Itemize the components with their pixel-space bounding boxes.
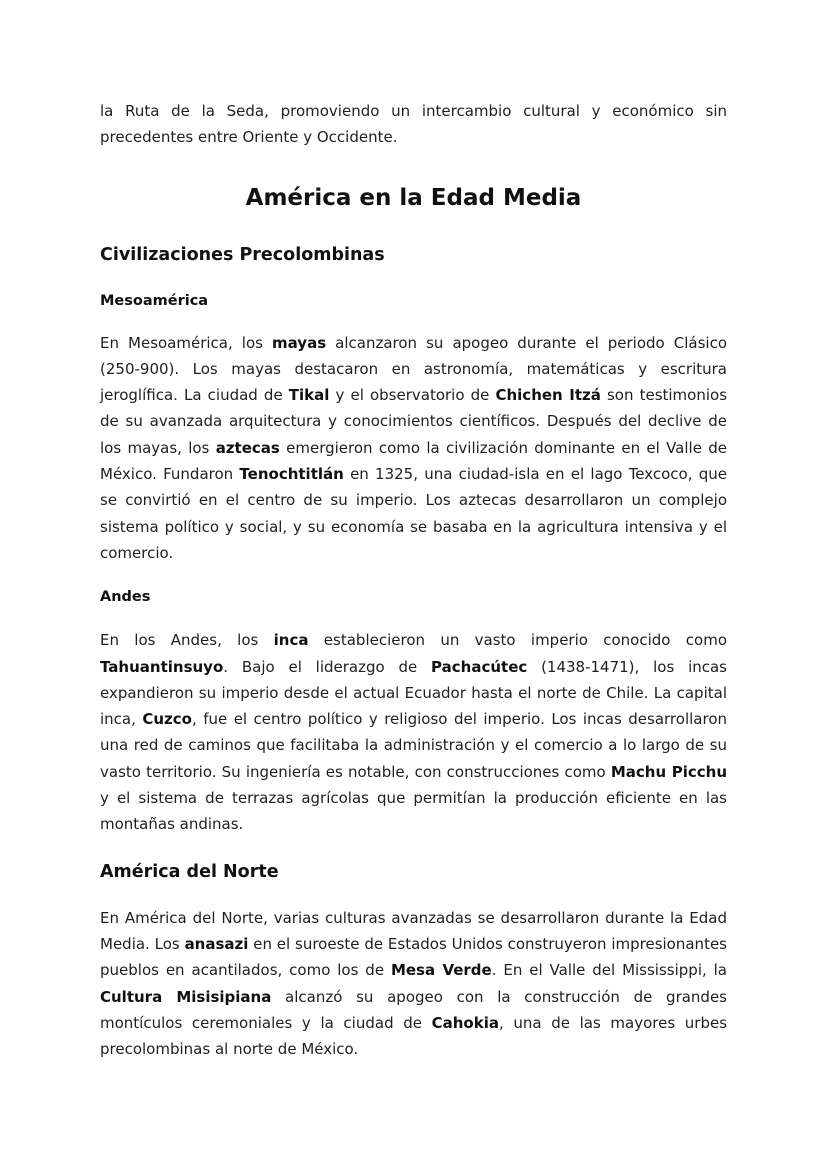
intro-paragraph <box>100 98 727 151</box>
bold-term: Mesa Verde <box>390 961 492 980</box>
section-heading-norte: América del Norte <box>100 861 279 882</box>
text-run: y el observatorio de <box>329 386 496 405</box>
text-run: , fue el centro político y religioso del imperio. Los incas desarrollaron una red de caminos que facilitaba la administración y el comercio a lo largo de su vasto territorio. Su ingeniería es notable, con construcciones como <box>100 710 727 781</box>
text-run: En América del Norte, varias culturas avanzadas se desarrollaron durante la Edad Media. Los <box>100 908 727 953</box>
text-run: son testimonios de su avanzada arquitectura y conocimientos científicos. Después del declive de los mayas, los <box>100 386 728 457</box>
subsection-heading-mesoamerica: Mesoamérica <box>100 292 209 309</box>
intro-text: la Ruta de la Seda, promoviendo un intercambio cultural y económico sin precedentes entre Oriente y Occidente. <box>100 102 727 147</box>
bold-term: aztecas <box>215 438 280 457</box>
bold-term: Cultura Misisipiana <box>100 987 272 1006</box>
text-run: . Bajo el liderazgo de <box>223 657 432 676</box>
bold-term: Cahokia <box>431 1013 499 1032</box>
text-run: , una de las mayores urbes precolombinas al norte de México. <box>100 1013 728 1059</box>
bold-term: inca <box>273 631 309 650</box>
text-run: emergieron como la civilización dominante en el Valle de México. Fundaron <box>100 438 727 484</box>
text-run: alcanzaron su apogeo durante el periodo Clásico (250-900). Los mayas destacaron en astronomía, matemáticas y escritura jeroglífica. La ciudad de <box>100 333 728 405</box>
section-heading-precolombinas: Civilizaciones Precolombinas <box>100 244 385 265</box>
bold-term: Tahuantinsuyo <box>100 657 224 676</box>
norte-paragraph <box>100 905 727 1063</box>
mesoamerica-paragraph <box>100 330 727 567</box>
text-run: En los Andes, los <box>100 631 274 650</box>
bold-term: mayas <box>272 333 327 352</box>
bold-term: Machu Picchu <box>610 762 727 781</box>
text-run: y el sistema de terrazas agrícolas que permitían la producción eficiente en las montañas andinas. <box>100 789 727 834</box>
andes-paragraph <box>100 627 727 837</box>
page-title: América en la Edad Media <box>245 184 582 211</box>
text-run: en el suroeste de Estados Unidos construyeron impresionantes pueblos en acantilados, como los de <box>100 934 727 980</box>
text-run: en 1325, una ciudad-isla en el lago Texcoco, que se convirtió en el centro de su imperio. Los aztecas desarrollaron un complejo sistema político y social, y su economía se basaba en la agricultura intensiva y el comercio. <box>100 465 727 562</box>
bold-term: Tenochtitlán <box>239 465 344 484</box>
text-run: (1438-1471), los incas expandieron su imperio desde el actual Ecuador hasta el norte de Chile. La capital inca, <box>100 657 727 729</box>
text-run: alcanzó su apogeo con la construcción de grandes montículos ceremoniales y la ciudad de <box>100 987 728 1032</box>
text-run: . En el Valle del Mississippi, la <box>491 961 727 980</box>
bold-term: Cuzco <box>142 710 192 729</box>
bold-term: Chichen Itzá <box>495 386 601 405</box>
text-run: En Mesoamérica, los <box>100 333 272 352</box>
text-run: establecieron un vasto imperio conocido como <box>308 631 727 650</box>
bold-term: Pachacútec <box>431 657 528 676</box>
bold-term: anasazi <box>184 934 249 953</box>
bold-term: Tikal <box>288 386 330 405</box>
document-body <box>100 98 727 1062</box>
subsection-heading-andes: Andes <box>100 589 151 606</box>
